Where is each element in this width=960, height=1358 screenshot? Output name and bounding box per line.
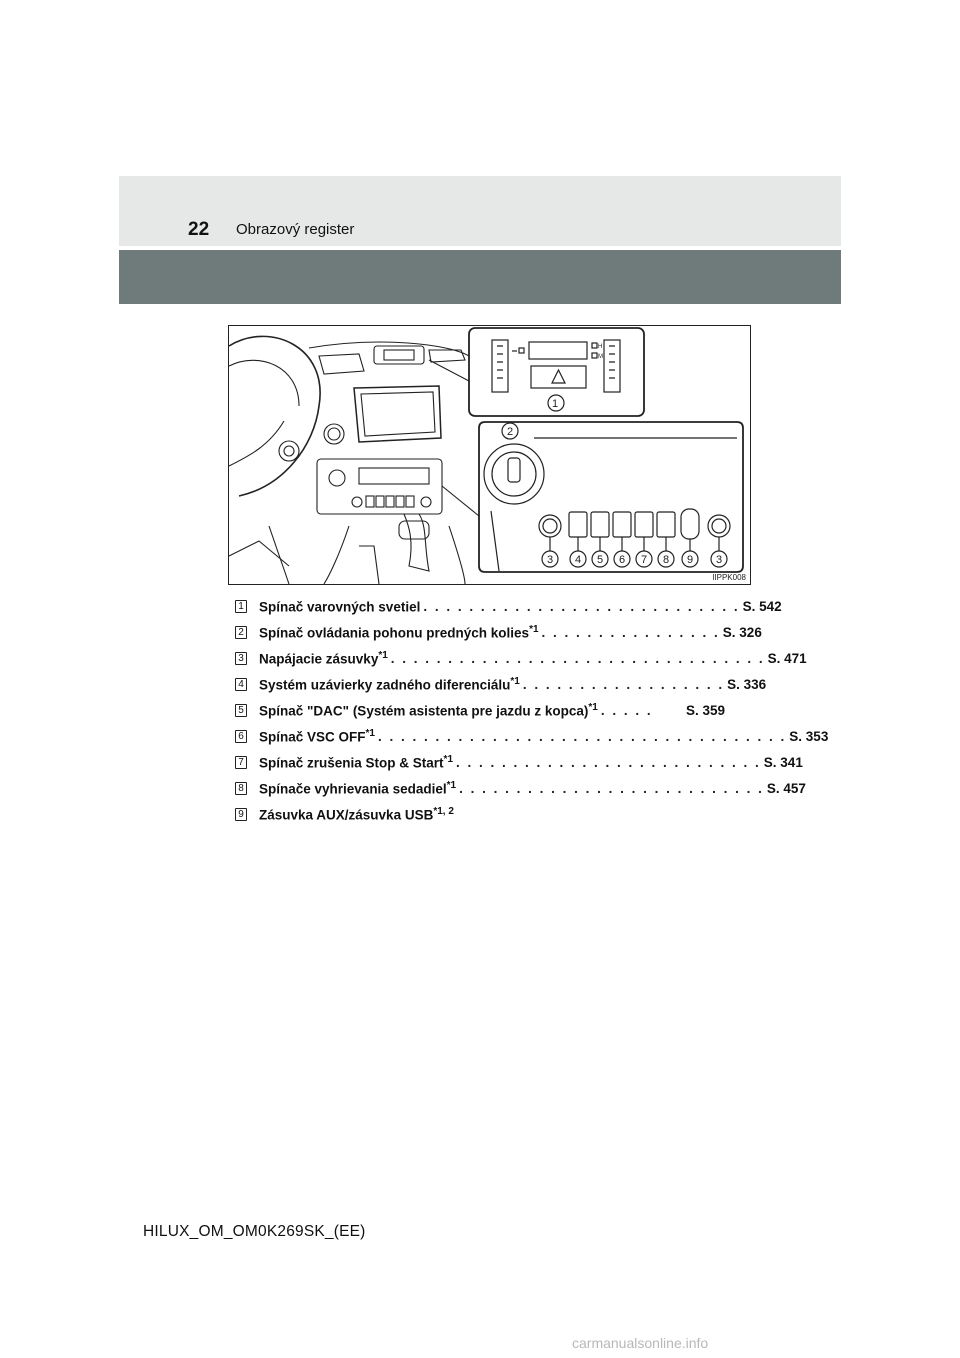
gauge-label-h: H — [598, 344, 603, 350]
list-item — [235, 749, 803, 775]
document-id: HILUX_OM_OM0K269SK_(EE) — [143, 1223, 366, 1240]
item-label: Spínač varovných svetiel — [259, 599, 421, 615]
page-reference: S. 359 — [685, 702, 725, 718]
leader-dots: . . . . . . . . . . . . . . . . . . . . . . . . . . . . . . . . . . . . — [377, 728, 787, 744]
page-reference: S. 353 — [789, 728, 829, 744]
list-item — [235, 671, 767, 697]
callout-7: 7 — [640, 554, 648, 566]
page-number: 22 — [188, 219, 210, 240]
item-label: Spínače vyhrievania sedadiel$^{*1}$ — [259, 779, 457, 797]
item-label: Napájacie zásuvky$^{*1}$ — [259, 649, 388, 667]
leader-dots: . . . . . . . . . . . . . . . . . . . . . . . . . . . . — [423, 598, 740, 614]
callout-8: 8 — [662, 554, 670, 566]
figure-code: IIPPK008 — [712, 573, 746, 582]
leader-dots: . . . . . — [600, 702, 653, 718]
list-item — [235, 775, 806, 801]
page-reference: S. 336 — [727, 676, 767, 692]
list-item — [235, 723, 829, 749]
item-number: 1 — [235, 600, 247, 613]
list-item — [235, 593, 782, 619]
item-number: 9 — [235, 808, 247, 821]
item-number: 3 — [235, 652, 247, 665]
page-reference: S. 457 — [766, 780, 806, 796]
item-number: 5 — [235, 704, 247, 717]
leader-dots: . . . . . . . . . . . . . . . . . . — [522, 676, 725, 692]
item-number: 2 — [235, 626, 247, 639]
callout-5: 5 — [596, 554, 604, 566]
item-number: 4 — [235, 678, 247, 691]
item-number: 8 — [235, 782, 247, 795]
list-item — [235, 801, 725, 827]
index-list — [235, 593, 829, 827]
item-label: Systém uzávierky zadného diferenciálu$^{*1}$ — [259, 675, 520, 693]
callout-2: 2 — [506, 426, 514, 438]
section-band — [119, 250, 841, 304]
item-number: 6 — [235, 730, 247, 743]
callout-1: 1 — [552, 398, 559, 410]
item-label: Spínač VSC OFF$^{*1}$ — [259, 727, 375, 745]
callout-4: 4 — [574, 554, 582, 566]
watermark: carmanualsonline.info — [572, 1335, 709, 1351]
page-reference: S. 542 — [742, 598, 782, 614]
list-item — [235, 619, 762, 645]
item-label: Spínač ovládania pohonu predných kolies$^{*1}$ — [259, 623, 539, 641]
page-reference: S. 326 — [722, 624, 762, 640]
page-reference: S. 471 — [767, 650, 807, 666]
callout-6: 6 — [618, 554, 626, 566]
item-label: Zásuvka AUX/zásuvka USB$^{*1, 2}$ — [259, 805, 454, 823]
callout-3-left: 3 — [546, 554, 554, 566]
item-label: Spínač "DAC" (Systém asistenta pre jazdu z kopca)$^{*1}$ — [259, 701, 598, 719]
page-reference: S. 341 — [763, 754, 803, 770]
leader-dots: . . . . . . . . . . . . . . . . — [541, 624, 720, 640]
leader-dots: . . . . . . . . . . . . . . . . . . . . . . . . . . . . . . . . . — [390, 650, 765, 666]
leader-dots: . . . . . . . . . . . . . . . . . . . . . . . . . . . — [456, 754, 761, 770]
item-label: Spínač zrušenia Stop & Start$^{*1}$ — [259, 753, 453, 771]
header-band — [119, 176, 841, 246]
dashboard-illustration — [228, 325, 751, 585]
callout-9: 9 — [686, 554, 694, 566]
item-number: 7 — [235, 756, 247, 769]
section-title: Obrazový register — [236, 221, 355, 238]
list-item — [235, 697, 725, 723]
leader-dots: . . . . . . . . . . . . . . . . . . . . . . . . . . . — [459, 780, 764, 796]
list-item — [235, 645, 807, 671]
gauge-label-m: M — [598, 354, 603, 360]
callout-3-right: 3 — [715, 554, 723, 566]
